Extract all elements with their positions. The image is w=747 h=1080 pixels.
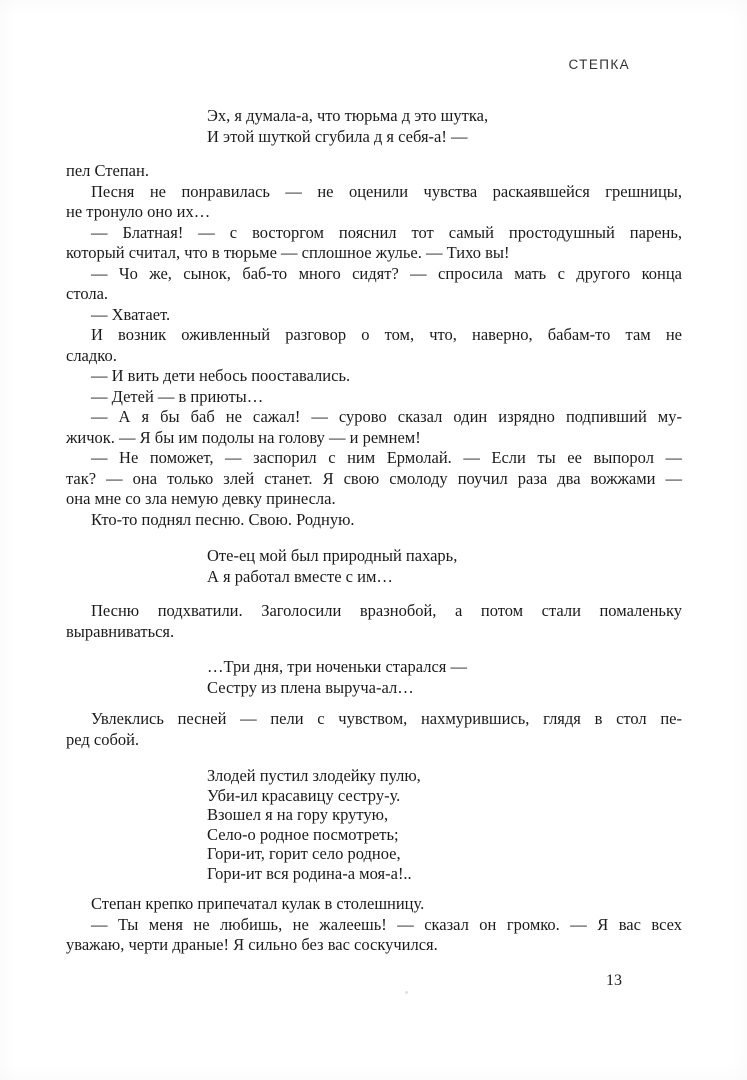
prose-line: уважаю, черти драные! Я сильно без вас соскучился. (66, 935, 438, 954)
verse-block-father (207, 545, 682, 587)
prose-line: так? — она только злей станет. Я свою смолоду поучил раза два вожжами — (66, 468, 682, 488)
running-head: СТЕПКА (568, 57, 630, 72)
prose-line: выравниваться. (66, 621, 175, 641)
prose-section (66, 601, 682, 642)
verse-line: Гори-ит, горит село родное, (207, 844, 401, 863)
prose-line: Кто-то поднял песню. Свою. Родную. (91, 509, 355, 529)
prose-line: — И вить дети небось пооставались. (91, 366, 351, 385)
prose-line: ред собой. (66, 729, 140, 749)
prose-line: — Хватает. (91, 304, 171, 324)
verse-block-villain (207, 766, 682, 883)
prose-line: Песню подхватили. Заголосили вразнобой, а потом стали помаленьку (91, 601, 682, 620)
prose-line: жичок. — Я бы им подолы на голову — и ремнем! (66, 427, 421, 447)
prose-line: И возник оживленный разговор о том, что, наверно, бабам-то там не (91, 325, 682, 344)
prose-line: который считал, что в тюрьме — сплошное жулье. — Тихо вы! (66, 243, 510, 262)
verse-line: Уби-ил красавицу сестру-у. (207, 785, 401, 805)
scan-artifact-dot (405, 991, 408, 994)
prose-line: — Не поможет, — заспорил с ним Ермолай. — Если ты ее выпорол — (91, 448, 682, 467)
prose-line: — Чо же, сынок, баб-то много сидят? — спросила мать с другого конца (91, 263, 682, 283)
prose-line: она мне со зла немую девку принесла. (66, 489, 336, 508)
verse-line: Злодей пустил злодейку пулю, (207, 766, 421, 785)
verse-line: Взошел я на гору крутую, (207, 805, 389, 824)
prose-section (66, 709, 682, 750)
verse-line: А я работал вместе с им… (207, 567, 393, 586)
prose-line: — Блатная! — с восторгом пояснил тот самый простодушный парень, (91, 222, 682, 242)
page-number: 13 (606, 972, 622, 989)
prose-line: — Ты меня не любишь, не жалеешь! — сказал он громко. — Я вас всех (91, 914, 682, 934)
page-content (66, 0, 682, 956)
verse-line: И этой шуткой сгубила д я себя-а! — (207, 127, 468, 146)
verse-line: …Три дня, три ноченьки старался — (207, 657, 467, 676)
prose-line: — А я бы баб не сажал! — сурово сказал один изрядно подпивший му- (91, 407, 682, 426)
prose-line: Степан крепко припечатал кулак в столешницу. (91, 894, 425, 913)
prose-line: стола. (66, 284, 109, 303)
verse-line: Сестру из плена выруча-ал… (207, 678, 414, 697)
prose-line: пел Степан. (66, 161, 149, 180)
prose-line: Увлеклись песней — пели с чувством, нахмурившись, глядя в стол пе- (91, 709, 682, 728)
prose-line: — Детей — в приюты… (91, 386, 264, 406)
verse-line: Оте-ец мой был природный пахарь, (207, 546, 458, 565)
prose-section (66, 894, 682, 956)
verse-block-three-days (207, 656, 682, 698)
verse-line: Эх, я думала-а, что тюрьма д это шутка, (207, 106, 489, 125)
prose-line: сладко. (66, 345, 117, 365)
verse-block-intro (207, 105, 682, 147)
prose-line: не тронуло оно их… (66, 202, 211, 221)
verse-line: Село-о родное посмотреть; (207, 824, 399, 844)
verse-line: Гори-ит вся родина-а моя-а!.. (207, 863, 412, 883)
prose-line: Песня не понравилась — не оценили чувства раскаявшейся грешницы, (91, 181, 682, 201)
prose-section (66, 161, 682, 530)
